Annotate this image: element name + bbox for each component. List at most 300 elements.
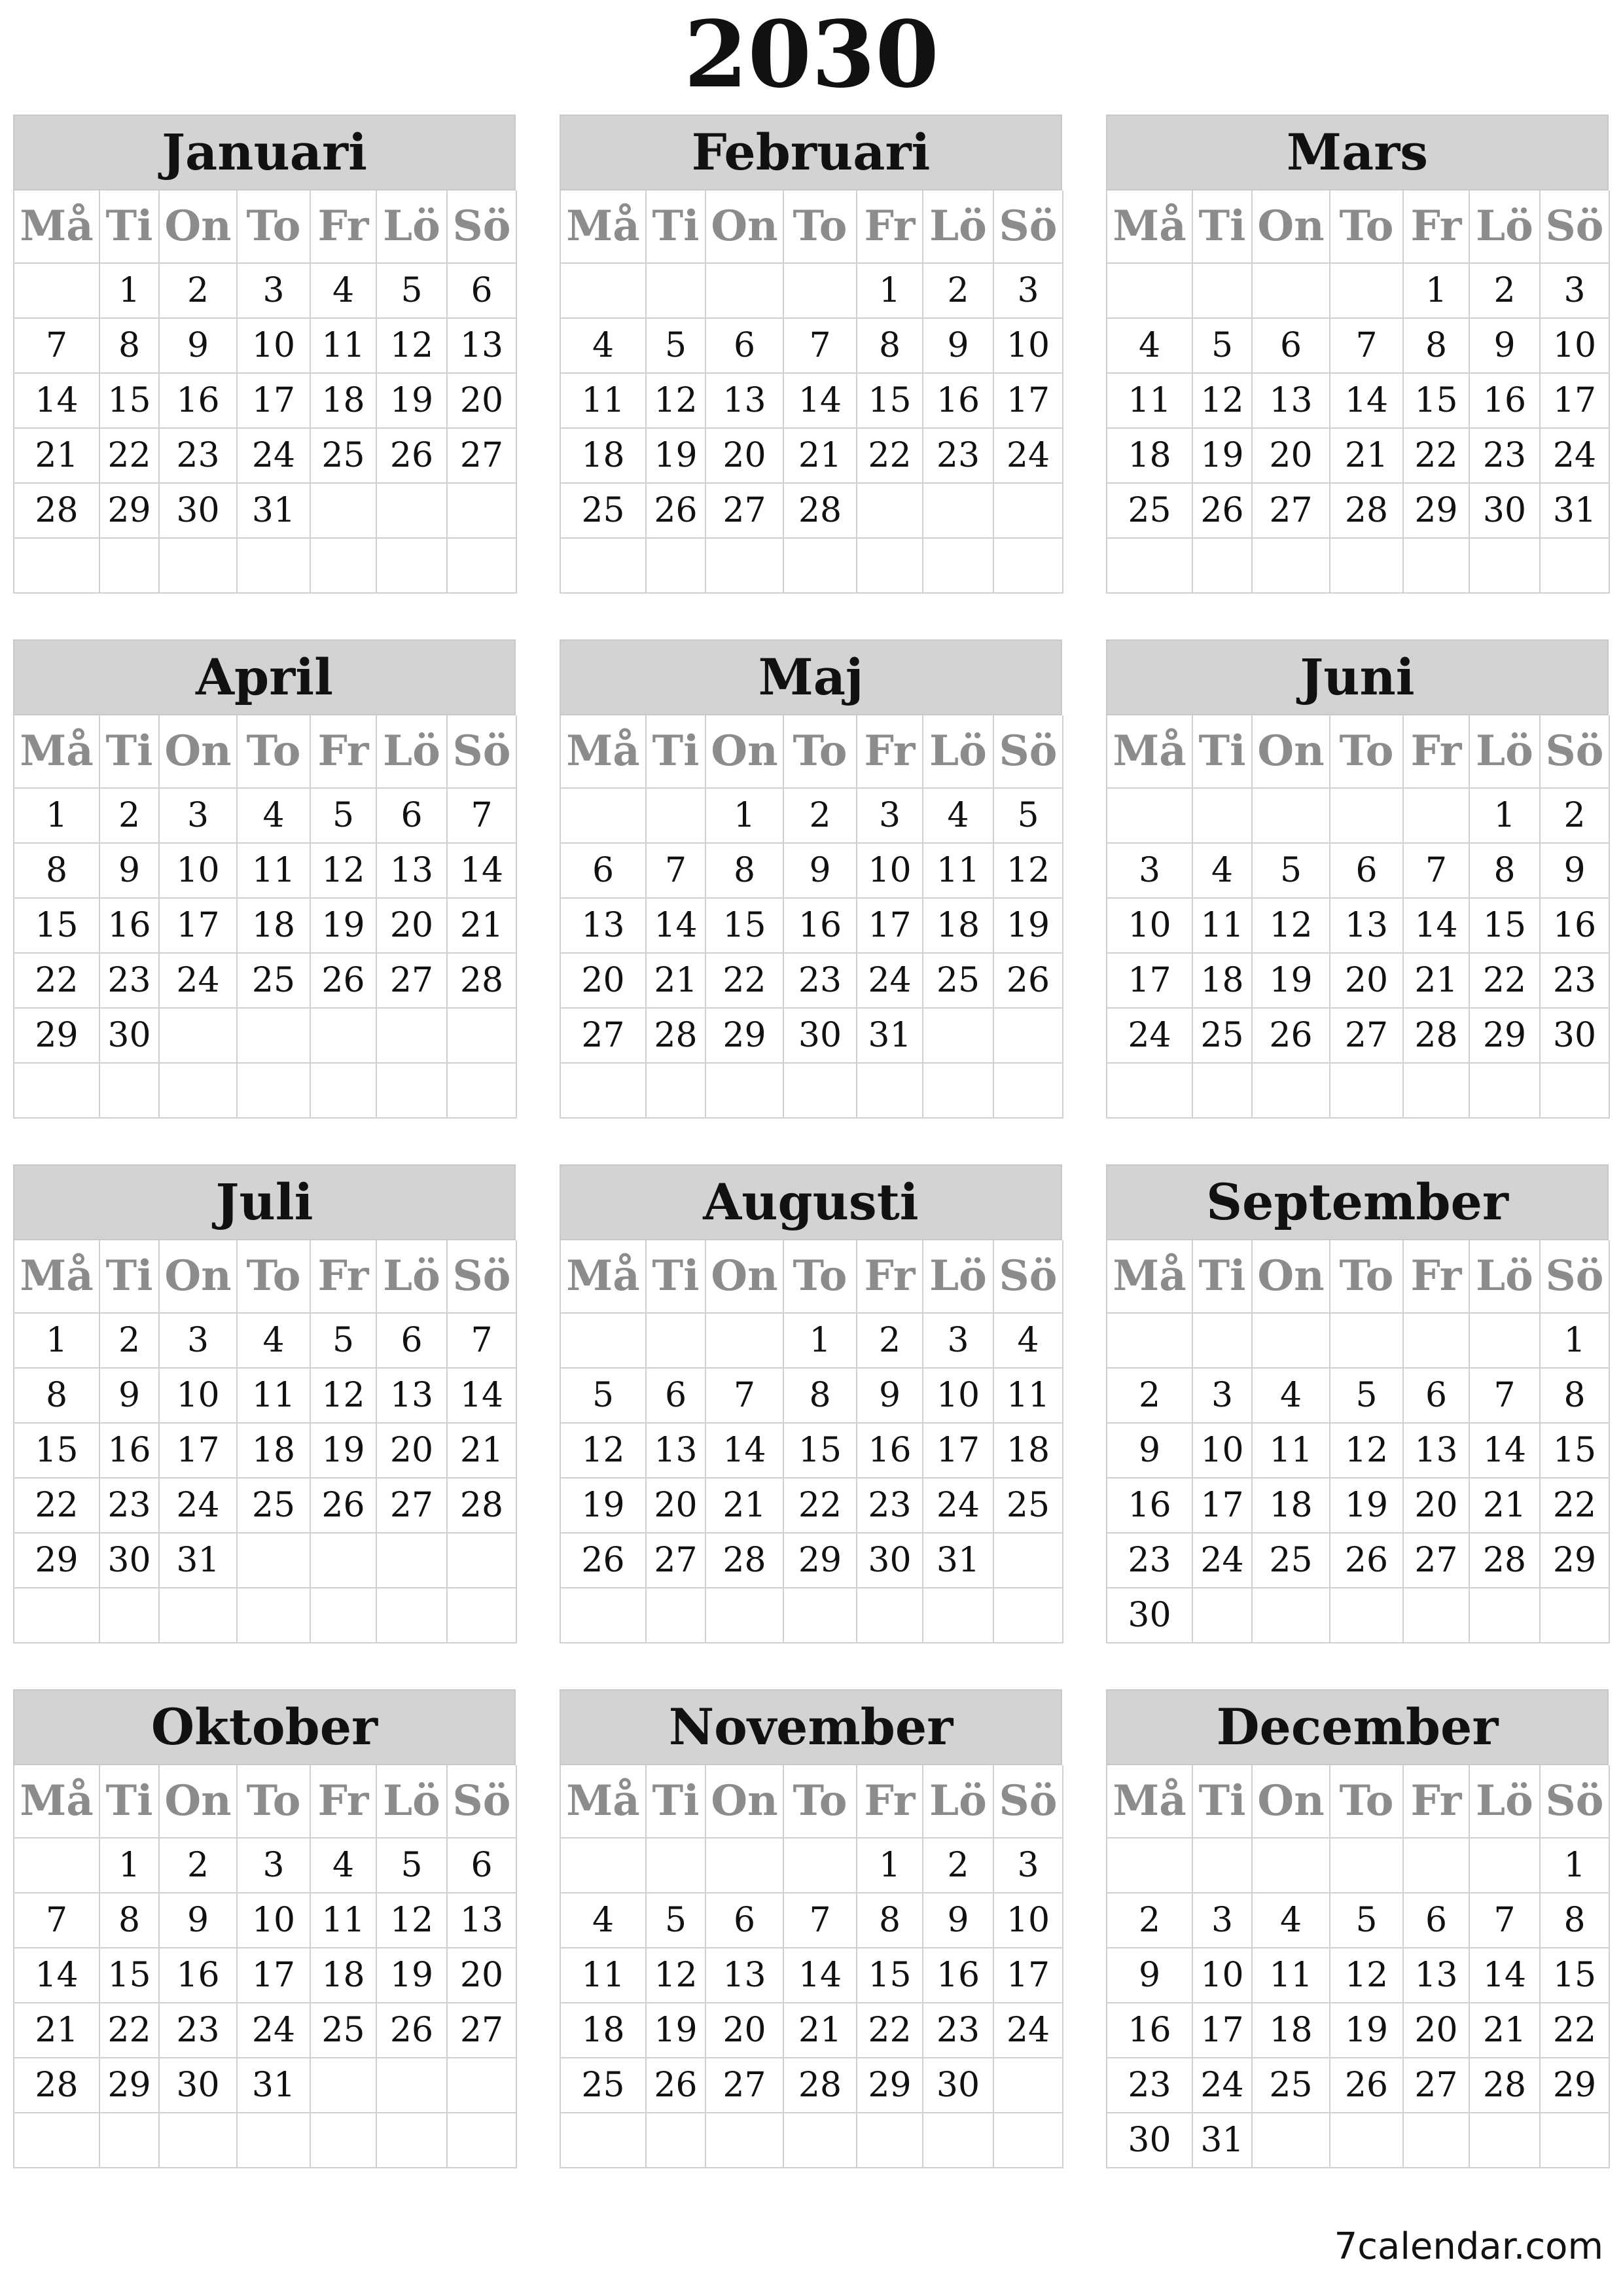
day-cell (311, 2113, 377, 2168)
day-cell: 1 (100, 264, 160, 319)
day-cell (857, 1064, 923, 1119)
month-grid (1106, 190, 1609, 594)
day-cell (1404, 1839, 1470, 1893)
day-cell (448, 539, 517, 594)
weekday-label: On (1253, 1240, 1330, 1314)
weekday-label: Lö (923, 1765, 994, 1839)
month-grid (560, 715, 1062, 1119)
day-cell: 28 (784, 2058, 857, 2113)
month-april (13, 639, 516, 1119)
month-grid (13, 190, 516, 594)
day-cell (311, 1534, 377, 1588)
day-cell (561, 264, 647, 319)
day-cell: 15 (1541, 1424, 1610, 1479)
day-cell: 30 (160, 2058, 238, 2113)
day-cell (1107, 789, 1193, 844)
day-cell: 13 (1330, 899, 1404, 954)
day-cell: 14 (706, 1424, 784, 1479)
day-cell (923, 484, 994, 539)
day-cell: 7 (14, 1893, 100, 1948)
day-cell: 18 (561, 2003, 647, 2058)
weekday-label: Ti (100, 1765, 160, 1839)
weekday-label: On (160, 715, 238, 789)
weekday-label: Lö (377, 190, 448, 264)
day-cell: 13 (1404, 1424, 1470, 1479)
day-cell: 22 (1470, 954, 1541, 1009)
day-cell: 26 (311, 1479, 377, 1534)
day-cell: 16 (160, 1948, 238, 2003)
day-cell: 22 (1541, 2003, 1610, 2058)
day-cell: 5 (311, 1314, 377, 1369)
day-cell: 1 (1470, 789, 1541, 844)
day-cell: 8 (1404, 319, 1470, 374)
day-cell (561, 789, 647, 844)
day-cell: 20 (1253, 429, 1330, 484)
weekday-label: Må (14, 1765, 100, 1839)
day-cell: 25 (1107, 484, 1193, 539)
day-cell: 19 (1193, 429, 1253, 484)
month-title: Januari (13, 115, 516, 190)
day-cell: 4 (561, 319, 647, 374)
day-cell (1193, 539, 1253, 594)
day-cell (1107, 1839, 1193, 1893)
weekday-label: Fr (857, 190, 923, 264)
month-december (1106, 1689, 1609, 2168)
day-cell: 10 (857, 844, 923, 899)
day-cell: 26 (377, 429, 448, 484)
day-cell: 20 (377, 899, 448, 954)
day-cell (1470, 1064, 1541, 1119)
weekday-label: Ti (647, 190, 706, 264)
day-cell: 11 (1107, 374, 1193, 429)
day-cell (160, 1064, 238, 1119)
day-cell: 29 (1541, 1534, 1610, 1588)
day-cell: 27 (706, 484, 784, 539)
day-cell: 5 (647, 1893, 706, 1948)
day-cell: 11 (1253, 1424, 1330, 1479)
day-cell: 1 (857, 264, 923, 319)
weekday-label: Lö (923, 190, 994, 264)
day-cell: 8 (857, 319, 923, 374)
day-cell: 18 (311, 374, 377, 429)
day-cell (1330, 1588, 1404, 1643)
day-cell: 7 (1404, 844, 1470, 899)
weekday-label: Må (561, 190, 647, 264)
day-cell (311, 1009, 377, 1064)
day-cell: 25 (561, 2058, 647, 2113)
day-cell: 3 (994, 1839, 1063, 1893)
day-cell: 2 (100, 789, 160, 844)
weekday-label: Fr (857, 1765, 923, 1839)
day-cell: 11 (311, 319, 377, 374)
day-cell (1330, 1064, 1404, 1119)
month-title: Augusti (560, 1164, 1062, 1240)
day-cell (1253, 1839, 1330, 1893)
day-cell: 19 (647, 429, 706, 484)
day-cell: 21 (448, 1424, 517, 1479)
day-cell: 16 (100, 899, 160, 954)
day-cell (1193, 1314, 1253, 1369)
day-cell: 27 (1330, 1009, 1404, 1064)
day-cell: 3 (238, 264, 311, 319)
day-cell: 16 (1470, 374, 1541, 429)
day-cell: 12 (994, 844, 1063, 899)
month-juni (1106, 639, 1609, 1119)
day-cell: 2 (923, 1839, 994, 1893)
day-cell (238, 1534, 311, 1588)
day-cell: 8 (1470, 844, 1541, 899)
day-cell: 6 (647, 1369, 706, 1424)
day-cell: 29 (1470, 1009, 1541, 1064)
day-cell (160, 1588, 238, 1643)
day-cell: 10 (1107, 899, 1193, 954)
day-cell: 23 (1107, 2058, 1193, 2113)
day-cell: 15 (784, 1424, 857, 1479)
day-cell (1253, 264, 1330, 319)
month-title: April (13, 639, 516, 715)
day-cell: 18 (1107, 429, 1193, 484)
weekday-label: Lö (377, 1765, 448, 1839)
day-cell: 7 (1330, 319, 1404, 374)
day-cell: 15 (1470, 899, 1541, 954)
day-cell: 30 (1107, 1588, 1193, 1643)
month-grid (1106, 1240, 1609, 1643)
day-cell (647, 539, 706, 594)
day-cell: 7 (448, 1314, 517, 1369)
day-cell: 25 (238, 954, 311, 1009)
day-cell: 25 (238, 1479, 311, 1534)
weekday-label: On (160, 190, 238, 264)
day-cell: 21 (706, 1479, 784, 1534)
day-cell (1404, 2113, 1470, 2168)
day-cell (706, 1588, 784, 1643)
day-cell (448, 1064, 517, 1119)
day-cell (1330, 2113, 1404, 2168)
day-cell (647, 789, 706, 844)
day-cell: 26 (377, 2003, 448, 2058)
day-cell: 28 (14, 2058, 100, 2113)
day-cell: 28 (1470, 2058, 1541, 2113)
day-cell (1541, 539, 1610, 594)
month-grid (1106, 1765, 1609, 2168)
day-cell (1470, 2113, 1541, 2168)
weekday-label: To (784, 1765, 857, 1839)
day-cell: 8 (14, 1369, 100, 1424)
day-cell: 25 (1253, 2058, 1330, 2113)
day-cell (923, 1009, 994, 1064)
day-cell: 13 (448, 319, 517, 374)
day-cell (784, 539, 857, 594)
day-cell (1107, 1064, 1193, 1119)
day-cell: 28 (448, 1479, 517, 1534)
day-cell: 10 (1193, 1424, 1253, 1479)
day-cell: 28 (1404, 1009, 1470, 1064)
day-cell: 17 (1193, 2003, 1253, 2058)
day-cell (377, 484, 448, 539)
day-cell (994, 1009, 1063, 1064)
weekday-label: Må (1107, 1240, 1193, 1314)
month-februari (560, 115, 1062, 594)
day-cell: 16 (1107, 2003, 1193, 2058)
day-cell: 24 (1193, 1534, 1253, 1588)
day-cell: 2 (923, 264, 994, 319)
weekday-label: To (238, 190, 311, 264)
month-title: December (1106, 1689, 1609, 1765)
day-cell (311, 2058, 377, 2113)
day-cell: 4 (1107, 319, 1193, 374)
day-cell: 27 (1253, 484, 1330, 539)
day-cell: 20 (706, 429, 784, 484)
day-cell (1330, 1839, 1404, 1893)
weekday-label: To (1330, 190, 1404, 264)
month-grid (560, 1765, 1062, 2168)
day-cell: 13 (448, 1893, 517, 1948)
day-cell: 4 (311, 264, 377, 319)
day-cell: 31 (857, 1009, 923, 1064)
day-cell (1470, 1839, 1541, 1893)
month-januari (13, 115, 516, 594)
day-cell: 29 (1404, 484, 1470, 539)
weekday-label: Lö (1470, 1765, 1541, 1839)
day-cell: 19 (311, 899, 377, 954)
month-mars (1106, 115, 1609, 594)
weekday-label: Sö (448, 1765, 517, 1839)
day-cell (1193, 1588, 1253, 1643)
day-cell: 18 (994, 1424, 1063, 1479)
weekday-label: To (1330, 1765, 1404, 1839)
day-cell: 29 (1541, 2058, 1610, 2113)
day-cell: 19 (311, 1424, 377, 1479)
weekday-label: Ti (100, 715, 160, 789)
day-cell: 6 (561, 844, 647, 899)
day-cell (923, 1064, 994, 1119)
day-cell: 28 (1470, 1534, 1541, 1588)
day-cell: 7 (1470, 1893, 1541, 1948)
day-cell: 6 (448, 264, 517, 319)
day-cell: 17 (238, 374, 311, 429)
weekday-label: Lö (377, 1240, 448, 1314)
day-cell: 28 (647, 1009, 706, 1064)
weekday-label: Sö (994, 190, 1063, 264)
day-cell: 21 (448, 899, 517, 954)
day-cell: 14 (14, 1948, 100, 2003)
day-cell: 17 (1193, 1479, 1253, 1534)
day-cell (1330, 789, 1404, 844)
day-cell: 7 (706, 1369, 784, 1424)
day-cell: 6 (448, 1839, 517, 1893)
day-cell: 14 (647, 899, 706, 954)
day-cell (1253, 1314, 1330, 1369)
day-cell: 14 (1404, 899, 1470, 954)
weekday-label: On (1253, 715, 1330, 789)
day-cell (857, 2113, 923, 2168)
day-cell (923, 2113, 994, 2168)
day-cell: 11 (238, 1369, 311, 1424)
day-cell: 21 (1404, 954, 1470, 1009)
weekday-label: To (1330, 715, 1404, 789)
day-cell: 2 (1107, 1893, 1193, 1948)
day-cell (784, 1064, 857, 1119)
weekday-label: Fr (1404, 715, 1470, 789)
month-title: Mars (1106, 115, 1609, 190)
day-cell (994, 2113, 1063, 2168)
day-cell: 13 (647, 1424, 706, 1479)
day-cell: 7 (14, 319, 100, 374)
weekday-label: Fr (1404, 190, 1470, 264)
day-cell: 22 (1541, 1479, 1610, 1534)
day-cell: 25 (1193, 1009, 1253, 1064)
day-cell: 9 (784, 844, 857, 899)
day-cell: 9 (1541, 844, 1610, 899)
day-cell (1193, 264, 1253, 319)
day-cell (238, 1064, 311, 1119)
day-cell (1107, 539, 1193, 594)
day-cell: 26 (1330, 1534, 1404, 1588)
day-cell: 23 (857, 1479, 923, 1534)
day-cell (1330, 1314, 1404, 1369)
day-cell: 3 (238, 1839, 311, 1893)
day-cell (994, 1534, 1063, 1588)
day-cell: 9 (923, 319, 994, 374)
day-cell (857, 1588, 923, 1643)
weekday-label: Ti (647, 1240, 706, 1314)
day-cell: 25 (561, 484, 647, 539)
day-cell: 5 (311, 789, 377, 844)
footer-site: 7calendar.com (1334, 2225, 1603, 2268)
day-cell: 19 (1330, 1479, 1404, 1534)
month-grid (560, 190, 1062, 594)
day-cell: 30 (100, 1009, 160, 1064)
day-cell: 9 (857, 1369, 923, 1424)
day-cell: 16 (1107, 1479, 1193, 1534)
day-cell: 30 (784, 1009, 857, 1064)
day-cell: 20 (647, 1479, 706, 1534)
year-title: 2030 (684, 1, 939, 109)
day-cell: 3 (1541, 264, 1610, 319)
weekday-label: Må (14, 715, 100, 789)
day-cell: 22 (706, 954, 784, 1009)
day-cell (311, 1588, 377, 1643)
day-cell: 29 (100, 2058, 160, 2113)
day-cell: 15 (100, 1948, 160, 2003)
day-cell: 8 (706, 844, 784, 899)
day-cell: 21 (14, 429, 100, 484)
day-cell (1107, 264, 1193, 319)
day-cell: 21 (784, 2003, 857, 2058)
weekday-label: Må (561, 1240, 647, 1314)
day-cell: 2 (1541, 789, 1610, 844)
day-cell: 19 (561, 1479, 647, 1534)
day-cell: 29 (706, 1009, 784, 1064)
day-cell: 5 (647, 319, 706, 374)
day-cell: 6 (1330, 844, 1404, 899)
day-cell: 27 (706, 2058, 784, 2113)
month-title: Oktober (13, 1689, 516, 1765)
day-cell: 30 (100, 1534, 160, 1588)
month-september (1106, 1164, 1609, 1643)
day-cell: 23 (160, 429, 238, 484)
weekday-label: Må (1107, 715, 1193, 789)
weekday-label: Sö (448, 190, 517, 264)
day-cell: 10 (923, 1369, 994, 1424)
day-cell: 2 (160, 1839, 238, 1893)
day-cell (377, 1064, 448, 1119)
day-cell: 26 (647, 2058, 706, 2113)
day-cell: 10 (994, 319, 1063, 374)
day-cell: 12 (647, 374, 706, 429)
day-cell: 8 (1541, 1369, 1610, 1424)
weekday-label: Sö (994, 715, 1063, 789)
day-cell: 18 (1193, 954, 1253, 1009)
day-cell: 30 (1541, 1009, 1610, 1064)
day-cell (238, 1588, 311, 1643)
day-cell (14, 1839, 100, 1893)
day-cell: 23 (923, 429, 994, 484)
weekday-label: Sö (1541, 1240, 1610, 1314)
day-cell: 19 (994, 899, 1063, 954)
day-cell: 27 (647, 1534, 706, 1588)
day-cell: 7 (448, 789, 517, 844)
day-cell: 17 (923, 1424, 994, 1479)
weekday-label: Fr (311, 1240, 377, 1314)
day-cell: 4 (238, 789, 311, 844)
day-cell (561, 1314, 647, 1369)
day-cell: 11 (561, 374, 647, 429)
day-cell: 30 (160, 484, 238, 539)
day-cell: 22 (857, 429, 923, 484)
day-cell: 12 (377, 319, 448, 374)
month-grid (13, 1765, 516, 2168)
day-cell (784, 264, 857, 319)
day-cell: 8 (14, 844, 100, 899)
day-cell: 28 (706, 1534, 784, 1588)
day-cell: 15 (706, 899, 784, 954)
day-cell: 28 (784, 484, 857, 539)
weekday-label: Fr (857, 715, 923, 789)
day-cell: 1 (857, 1839, 923, 1893)
day-cell: 5 (1193, 319, 1253, 374)
day-cell: 1 (14, 789, 100, 844)
day-cell: 17 (160, 899, 238, 954)
day-cell: 16 (923, 374, 994, 429)
day-cell: 13 (706, 1948, 784, 2003)
day-cell: 14 (448, 1369, 517, 1424)
weekday-label: Må (561, 715, 647, 789)
day-cell: 6 (377, 789, 448, 844)
day-cell: 18 (238, 1424, 311, 1479)
day-cell: 7 (784, 1893, 857, 1948)
weekday-label: Fr (857, 1240, 923, 1314)
weekday-label: On (160, 1240, 238, 1314)
day-cell: 10 (1541, 319, 1610, 374)
day-cell (448, 2058, 517, 2113)
day-cell (647, 264, 706, 319)
day-cell: 5 (994, 789, 1063, 844)
day-cell: 10 (1193, 1948, 1253, 2003)
day-cell (377, 1588, 448, 1643)
day-cell: 8 (100, 319, 160, 374)
day-cell: 15 (1541, 1948, 1610, 2003)
day-cell: 22 (100, 429, 160, 484)
day-cell: 12 (1330, 1948, 1404, 2003)
day-cell: 1 (1404, 264, 1470, 319)
day-cell: 5 (377, 1839, 448, 1893)
day-cell: 11 (994, 1369, 1063, 1424)
weekday-label: Sö (994, 1240, 1063, 1314)
weekday-label: Sö (1541, 190, 1610, 264)
day-cell: 11 (561, 1948, 647, 2003)
weekday-label: On (1253, 1765, 1330, 1839)
